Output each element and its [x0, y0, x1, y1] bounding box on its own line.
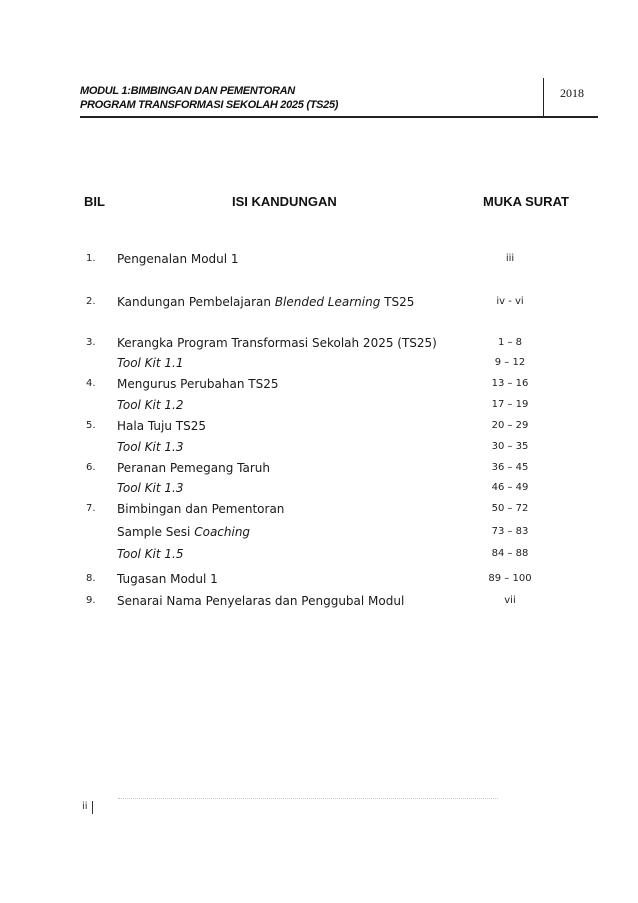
column-header-bil: BIL [84, 194, 105, 209]
toc-row [0, 438, 638, 456]
toc-title: Tool Kit 1.3 [117, 481, 184, 495]
header-line-1: MODUL 1:BIMBINGAN DAN PEMENTORAN [80, 85, 295, 97]
toc-row [0, 459, 638, 477]
toc-page: 84 – 88 [491, 548, 529, 559]
page-header [80, 78, 598, 118]
toc-row [0, 375, 638, 393]
toc-title: Bimbingan dan Pementoran [117, 502, 285, 516]
footer-page-bar [92, 801, 93, 814]
toc-title-emphasis: Blended Learning [274, 295, 381, 309]
toc-title-text: Sample Sesi [117, 525, 195, 539]
toc-row [0, 334, 638, 352]
footer-page-number: ii [82, 801, 88, 812]
column-header-isi-kandungan: ISI KANDUNGAN [232, 194, 337, 209]
toc-title: Pengenalan Modul 1 [117, 252, 239, 266]
toc-row [0, 479, 638, 497]
toc-page: iii [505, 253, 515, 264]
toc-page: 20 – 29 [491, 420, 529, 431]
toc-number: 8. [86, 573, 96, 584]
toc-page: iv - vi [496, 296, 524, 307]
toc-title: Tool Kit 1.5 [117, 547, 184, 561]
toc-number: 7. [86, 503, 96, 514]
toc-title-text: Kandungan Pembelajaran [117, 295, 275, 309]
toc-title: Peranan Pemegang Taruh [117, 461, 270, 475]
toc-title: Tool Kit 1.2 [117, 398, 184, 412]
toc-number: 9. [86, 595, 96, 606]
toc-number: 6. [86, 462, 96, 473]
toc-page: 73 – 83 [491, 526, 529, 537]
header-title [80, 84, 338, 112]
toc-number: 5. [86, 420, 96, 431]
toc-title: Mengurus Perubahan TS25 [117, 377, 279, 391]
toc-row [0, 545, 638, 563]
header-line-2: PROGRAM TRANSFORMASI SEKOLAH 2025 (TS25) [80, 99, 339, 111]
header-rule [80, 116, 598, 118]
toc-page: 36 – 45 [491, 462, 529, 473]
toc-title-text: TS25 [380, 295, 415, 309]
toc-page: 1 – 8 [497, 337, 523, 348]
toc-page: vii [504, 595, 516, 606]
toc-page: 13 – 16 [491, 378, 529, 389]
header-divider [543, 78, 544, 118]
toc-title-emphasis: Coaching [194, 525, 251, 539]
toc-title: Senarai Nama Penyelaras dan Penggubal Modul [117, 594, 405, 608]
toc-row [0, 417, 638, 435]
toc-row [0, 592, 638, 610]
toc-number: 2. [86, 296, 96, 307]
toc-page: 50 – 72 [491, 503, 529, 514]
toc-page: 9 – 12 [494, 357, 526, 368]
toc-row [0, 250, 638, 268]
header-year: 2018 [560, 86, 584, 100]
toc-row [0, 570, 638, 588]
toc-page: 89 – 100 [488, 573, 532, 584]
column-header-muka-surat: MUKA SURAT [483, 194, 569, 209]
toc-number: 3. [86, 337, 96, 348]
toc-title: Hala Tuju TS25 [117, 419, 206, 433]
toc-title [117, 293, 414, 311]
toc-title: Kerangka Program Transformasi Sekolah 2025 (TS25) [117, 336, 437, 350]
toc-title: Tool Kit 1.3 [117, 440, 184, 454]
toc-row [0, 396, 638, 414]
toc-page: 46 – 49 [491, 482, 529, 493]
toc-number: 4. [86, 378, 96, 389]
footer-divider [118, 798, 498, 801]
toc-row [0, 354, 638, 372]
toc-row [0, 523, 638, 541]
toc-number: 1. [86, 253, 96, 264]
toc-page: 17 – 19 [491, 399, 529, 410]
toc-title: Tool Kit 1.1 [117, 356, 184, 370]
toc-row [0, 293, 638, 311]
toc-title: Tugasan Modul 1 [117, 572, 218, 586]
toc-title [117, 523, 250, 541]
toc-row [0, 500, 638, 518]
toc-page: 30 – 35 [491, 441, 529, 452]
